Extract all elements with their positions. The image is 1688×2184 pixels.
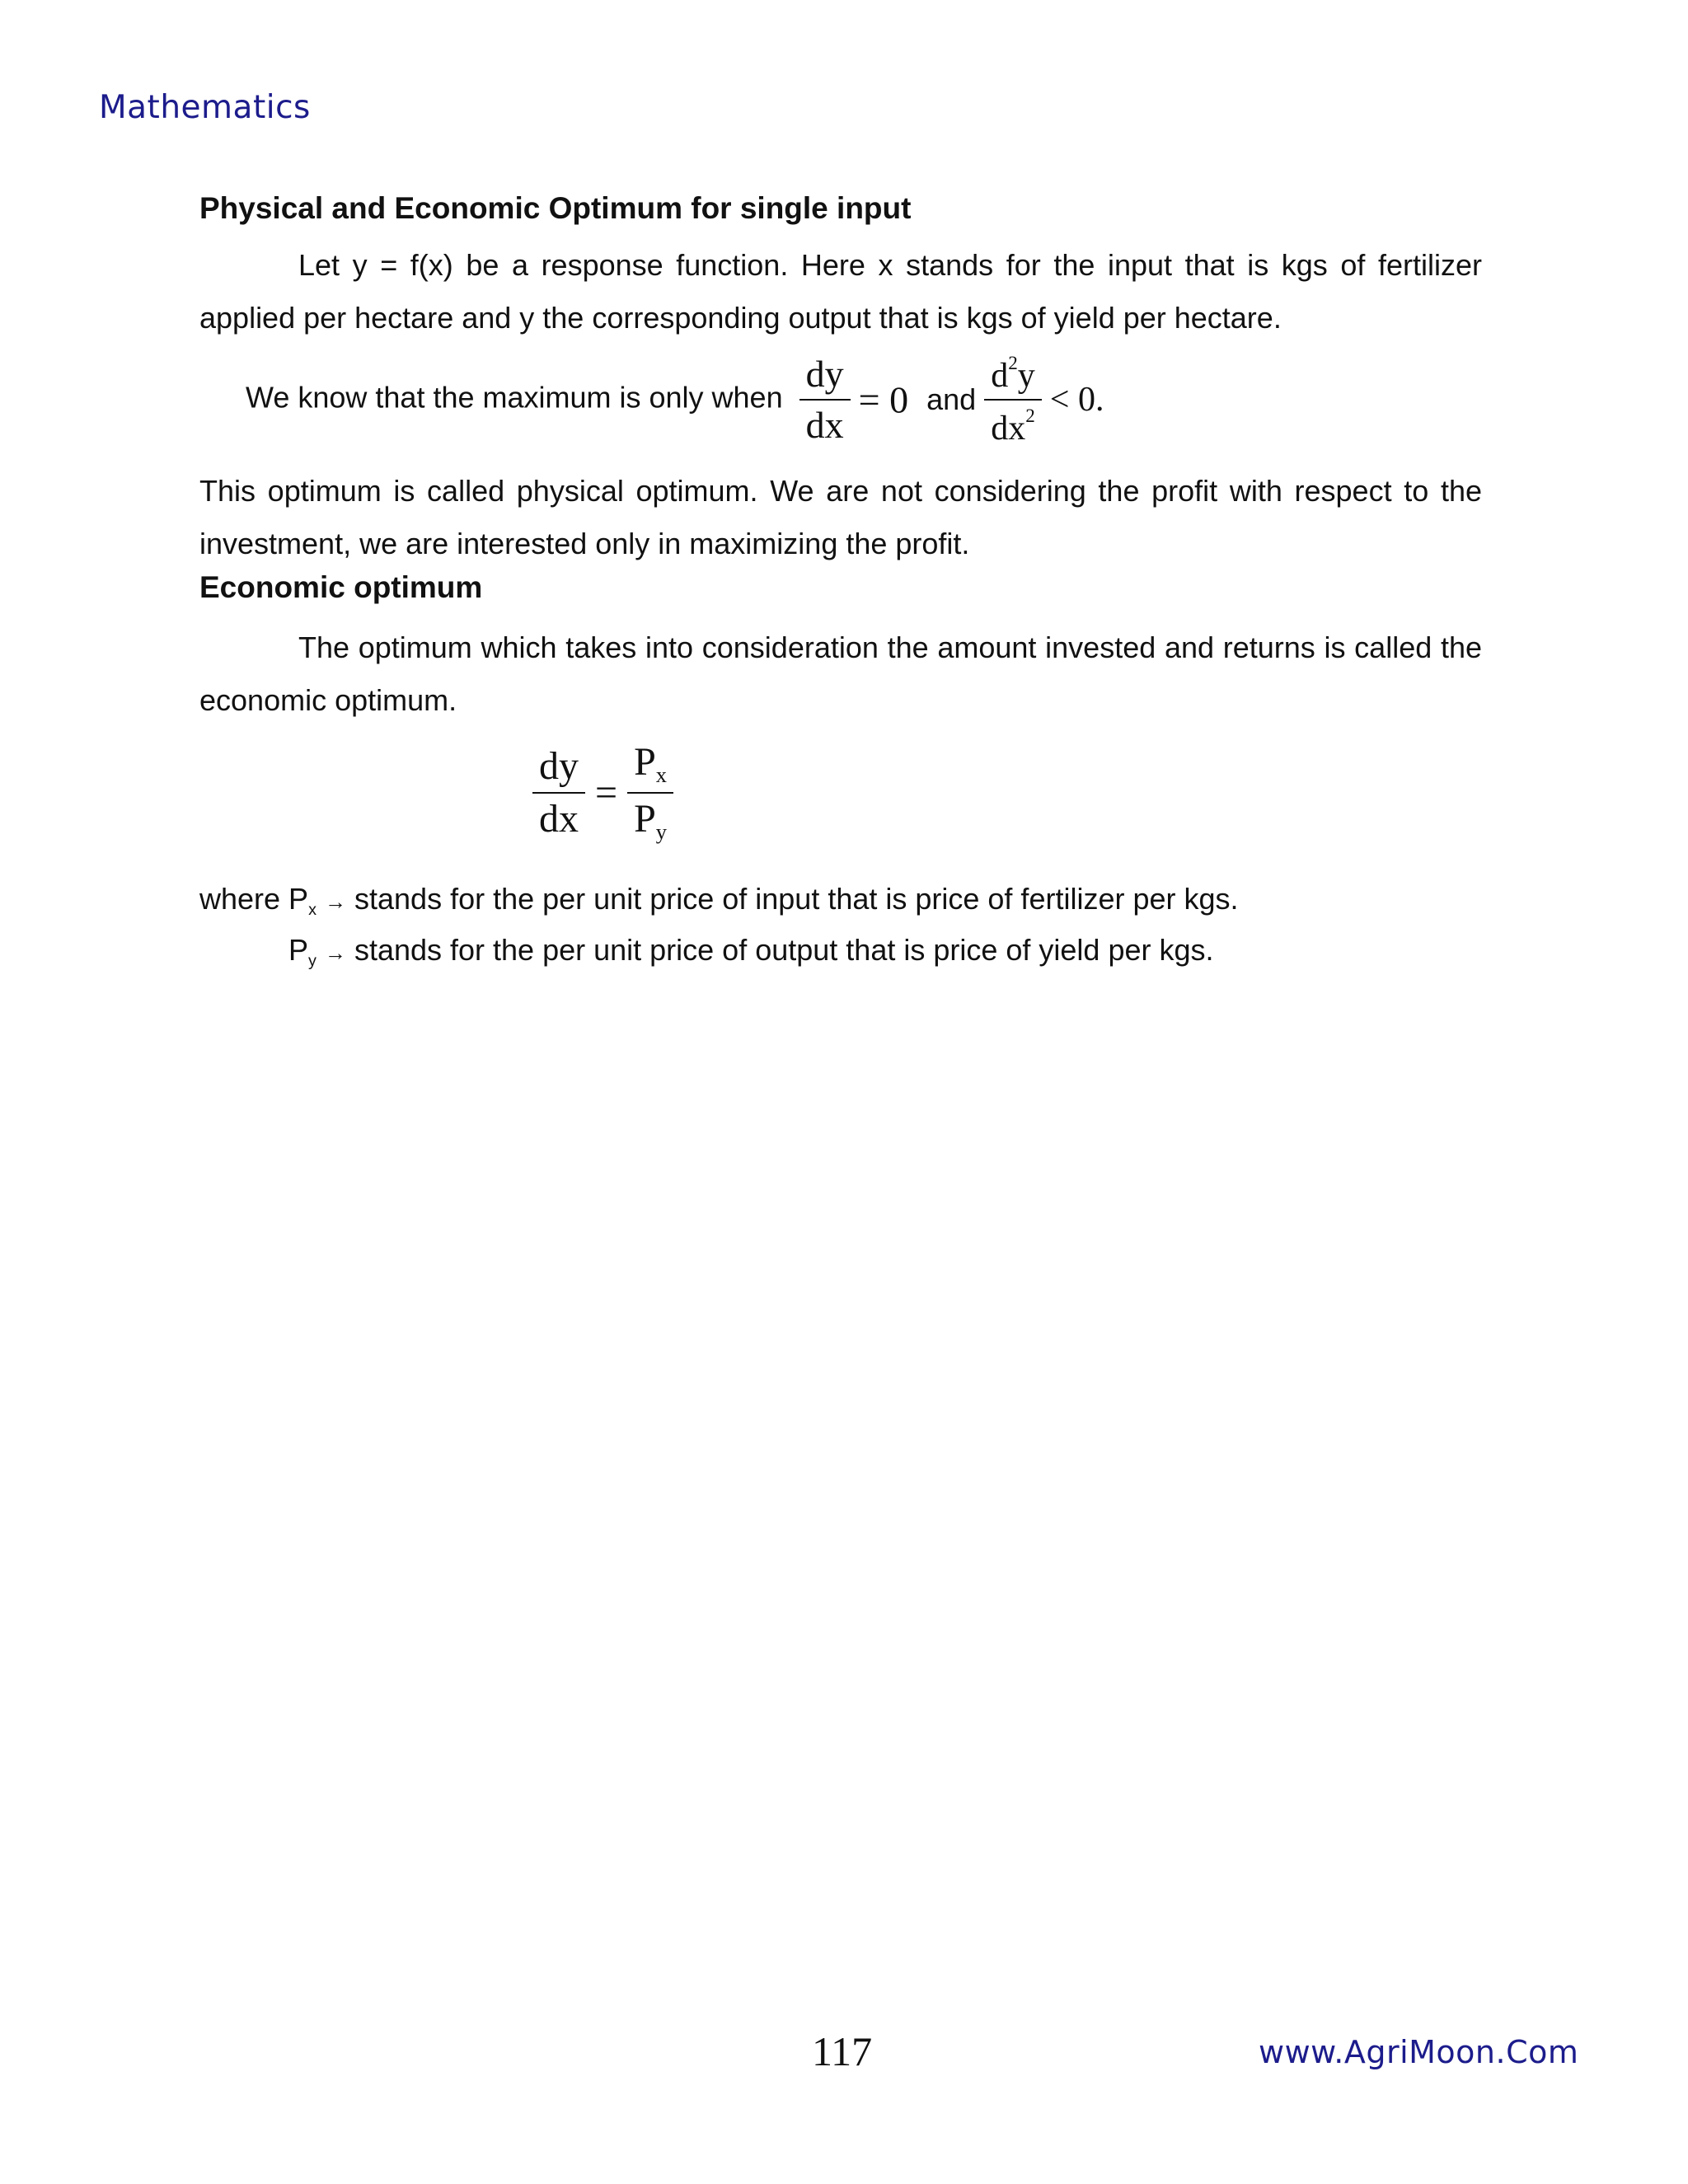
- equation-dy-dx-denominator: dx: [805, 403, 844, 446]
- lhs-denominator: dx: [539, 796, 579, 841]
- definition-py-line: [288, 933, 1214, 971]
- arrow-icon: →: [324, 889, 346, 914]
- equation-equals-sign: =: [595, 771, 618, 815]
- maximum-condition-line: [246, 353, 1104, 447]
- arrow-icon: →: [324, 940, 346, 965]
- definition-py-text: stands for the per unit price of output that is price of yield per kgs.: [354, 933, 1214, 967]
- fraction-bar: [984, 399, 1042, 401]
- equation-equals-zero: = 0: [858, 378, 909, 421]
- equation-dy-dx: [799, 354, 851, 446]
- rhs-numerator: [627, 742, 673, 787]
- numerator-exponent: 2: [1008, 352, 1018, 373]
- equation-economic-optimum: [532, 742, 673, 844]
- equation-dy-dx-numerator: dy: [805, 352, 844, 395]
- definition-px-text: stands for the per unit price of input that is price of fertilizer per kgs.: [354, 882, 1239, 916]
- running-title: Mathematics: [99, 89, 311, 126]
- definition-px-line: [199, 882, 1239, 920]
- equation-less-than-zero: < 0.: [1049, 380, 1104, 419]
- rhs-denominator: [627, 796, 673, 845]
- price-x-P: P: [634, 740, 656, 784]
- second-derivative-denominator: [984, 405, 1042, 447]
- fraction-bar: [532, 792, 585, 794]
- denominator-dx: dx: [991, 409, 1026, 448]
- and-word: and: [926, 382, 977, 416]
- py-P: P: [288, 933, 309, 967]
- fraction-bar: [627, 792, 673, 794]
- paragraph-response-function: Let y = f(x) be a response function. Here x stands for the input that is kgs of fertilizer applied per hectare and y the corresponding output that is kgs of yield per hectare.: [199, 248, 1482, 335]
- where-px-subscript: x: [308, 900, 316, 919]
- section-heading-economic-optimum: Economic optimum: [199, 570, 483, 604]
- numerator-d: d: [991, 356, 1009, 395]
- numerator-y: y: [1017, 356, 1035, 395]
- lhs-numerator: dy: [539, 743, 579, 788]
- py-subscript: y: [308, 951, 316, 970]
- paragraph-physical-optimum: This optimum is called physical optimum. We are not considering the profit with respect to the investment, we are interested only in maximizing the profit.: [199, 474, 1482, 560]
- where-prefix: where P: [199, 882, 309, 916]
- paragraph-economic-optimum: The optimum which takes into consideration the amount invested and returns is called the economic optimum.: [199, 630, 1482, 717]
- equation-second-derivative: [984, 353, 1042, 447]
- denominator-exponent: 2: [1025, 404, 1035, 426]
- fraction-bar: [799, 399, 851, 401]
- website-link[interactable]: www.AgriMoon.Com: [1259, 2034, 1579, 2070]
- second-derivative-numerator: [984, 353, 1042, 394]
- price-y-subscript: y: [655, 819, 667, 845]
- price-x-subscript: x: [655, 762, 667, 788]
- equation-lhs-fraction: [532, 743, 585, 841]
- page-number: 117: [812, 2028, 873, 2074]
- maximum-condition-text: We know that the maximum is only when: [246, 380, 783, 415]
- price-y-P: P: [634, 796, 656, 841]
- section-heading-physical-economic: Physical and Economic Optimum for single input: [199, 191, 912, 225]
- equation-rhs-fraction: [627, 742, 673, 844]
